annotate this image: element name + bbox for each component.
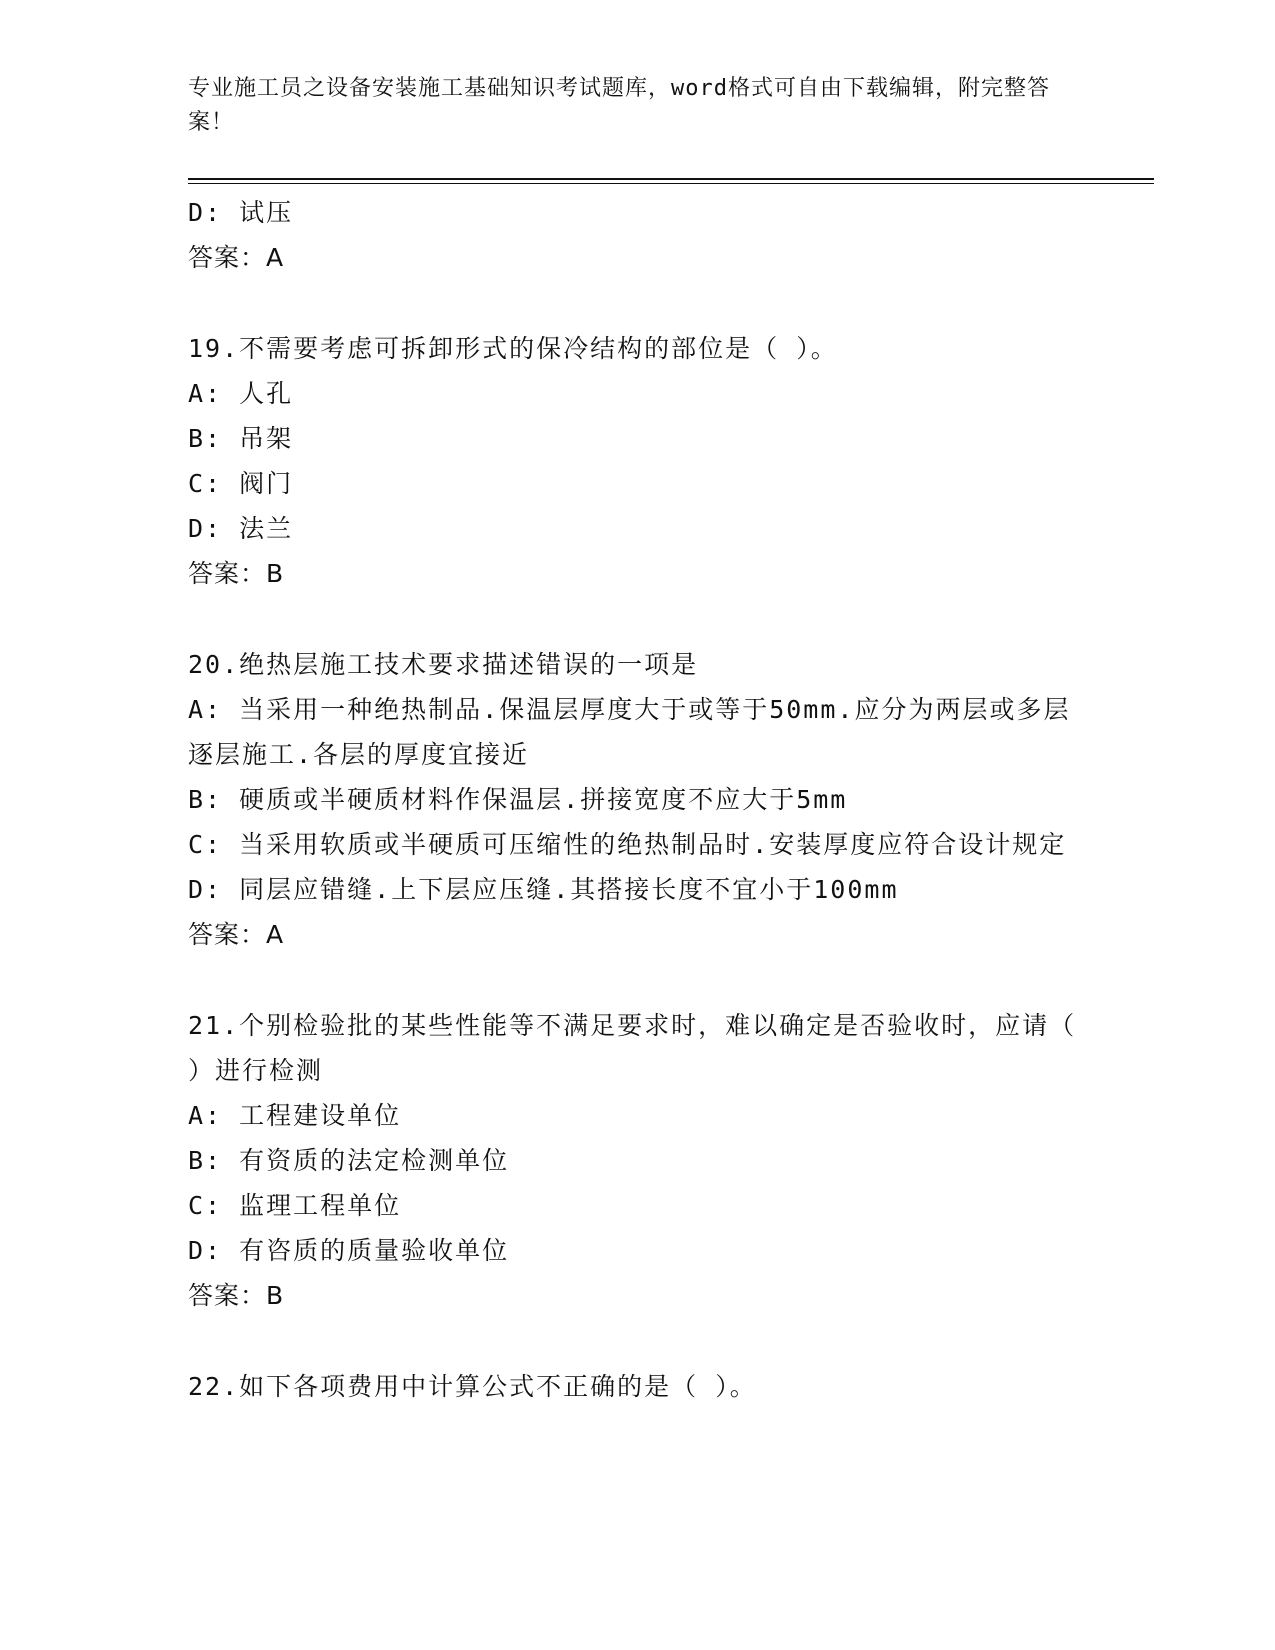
option-b: B: 吊架 [188,424,294,453]
header-divider-thin [188,183,1154,184]
answer: 答案：A [188,243,285,272]
option-a: A: 当采用一种绝热制品.保温层厚度大于或等于50mm.应分为两层或多层逐层施工.各层的厚度宜接近 [188,695,1071,769]
question-21 [188,1003,1088,1318]
option-c: C: 监理工程单位 [188,1191,402,1220]
question-stem: 20.绝热层施工技术要求描述错误的一项是 [188,650,699,679]
answer: 答案：A [188,920,285,949]
answer: 答案：B [188,1281,285,1310]
option-b: B: 有资质的法定检测单位 [188,1146,510,1175]
option-d: D: 法兰 [188,514,294,543]
question-stem: 19.不需要考虑可拆卸形式的保冷结构的部位是（ ）。 [188,334,838,363]
question-19 [188,326,1088,596]
option-d: D: 同层应错缝.上下层应压缝.其搭接长度不宜小于100mm [188,875,899,904]
option-d: D: 有咨质的质量验收单位 [188,1236,510,1265]
option-a: A: 工程建设单位 [188,1101,402,1130]
header-title: 专业施工员之设备安装施工基础知识考试题库，word格式可自由下载编辑，附完整答案！ [188,76,1050,135]
previous-question-tail [188,190,1088,280]
option-b: B: 硬质或半硬质材料作保温层.拼接宽度不应大于5mm [188,785,848,814]
question-list [188,190,1088,1409]
option-a: A: 人孔 [188,379,294,408]
question-stem: 22.如下各项费用中计算公式不正确的是（ ）。 [188,1372,757,1401]
option-d: D: 试压 [188,198,294,227]
header-divider-thick [188,178,1154,180]
question-20 [188,642,1088,957]
document-header [188,72,1068,140]
option-c: C: 当采用软质或半硬质可压缩性的绝热制品时.安装厚度应符合设计规定 [188,830,1067,859]
answer: 答案：B [188,559,285,588]
option-c: C: 阀门 [188,469,294,498]
question-22 [188,1364,1088,1409]
question-stem: 21.个别检验批的某些性能等不满足要求时，难以确定是否验收时，应请（ ）进行检测 [188,1011,1077,1085]
